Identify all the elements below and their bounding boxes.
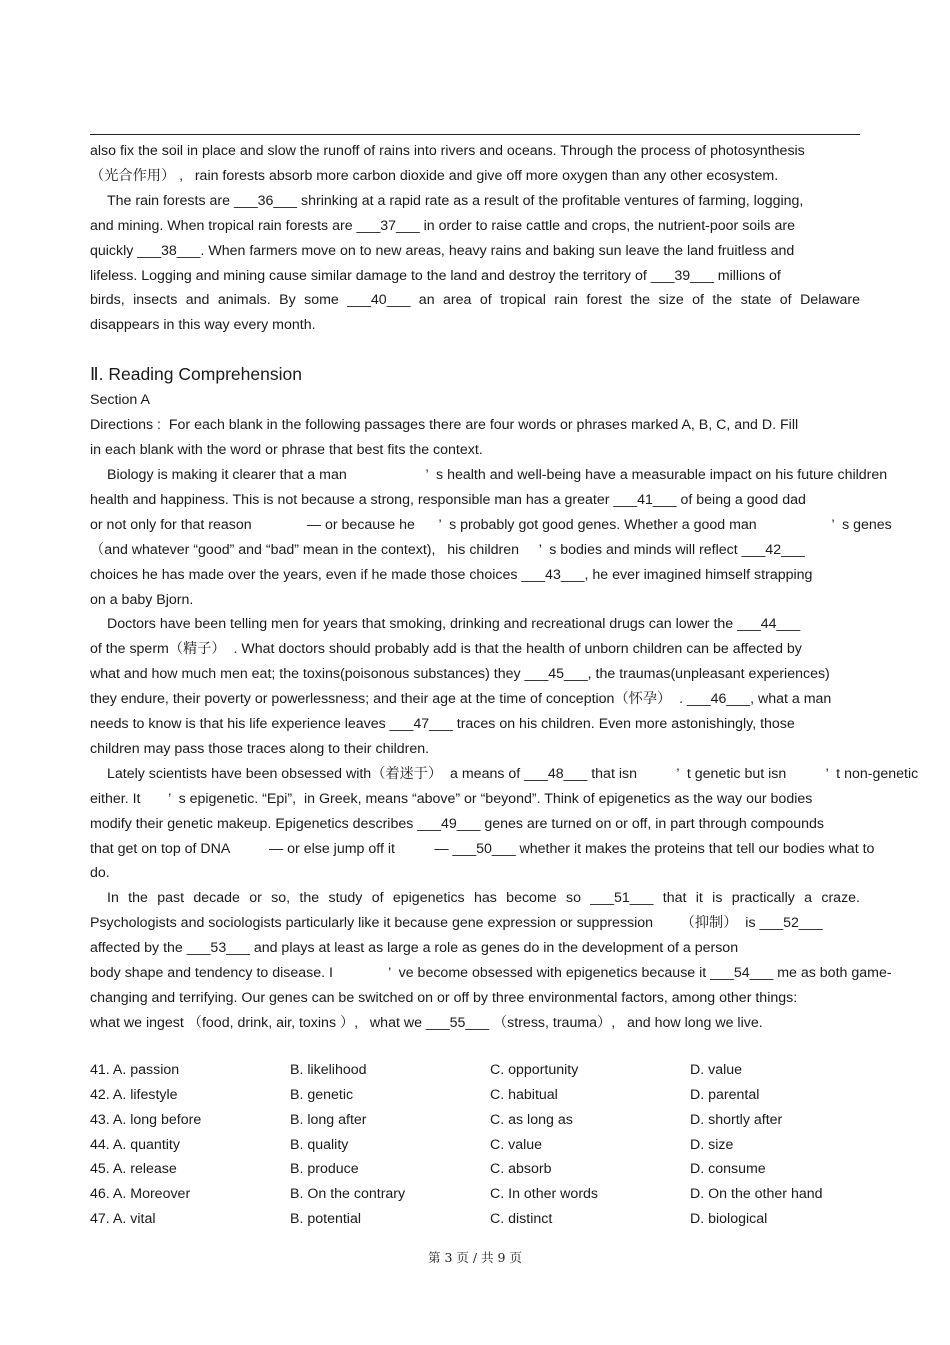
option-d: D. size	[690, 1136, 734, 1153]
directions-line: Directions : For each blank in the following passages there are four words or phrases marked A, B, C, and D. Fill	[90, 417, 799, 434]
passage-line: needs to know is that his life experience leaves ___47___ traces on his children. Even more astonishingly, those	[90, 716, 795, 733]
option-d: D. parental	[690, 1086, 760, 1103]
passage	[90, 463, 950, 1036]
option-row	[90, 1058, 890, 1083]
option-c: C. as long as	[490, 1111, 573, 1128]
option-row	[90, 1207, 890, 1232]
passage-line: modify their genetic makeup. Epigenetics describes ___49___ genes are turned on or off, in part through compounds	[90, 815, 825, 832]
option-c: C. In other words	[490, 1186, 599, 1203]
section-subtitle: Section A	[90, 392, 150, 409]
page-footer: 第 3 页 / 共 9 页	[428, 1250, 522, 1265]
passage-top-line: disappears in this way every month.	[90, 317, 316, 334]
option-b: B. long after	[290, 1111, 367, 1128]
options-list	[90, 1058, 890, 1232]
passage-line: or not only for that reason — or because he ’ s probably got good genes. Whether a good man ’ s genes	[90, 516, 892, 533]
passage-line: choices he has made over the years, even if he made those choices ___43___, he ever imagined himself strapping	[90, 566, 813, 583]
passage-top	[90, 139, 950, 338]
passage-line: do.	[90, 865, 110, 882]
option-a: 43. A. long before	[90, 1111, 202, 1128]
option-c: C. absorb	[490, 1161, 552, 1178]
passage-top-line: The rain forests are ___36___ shrinking at a rapid rate as a result of the profitable ventures of farming, logging,	[107, 192, 804, 209]
option-d: D. shortly after	[690, 1111, 783, 1128]
passage-line: Biology is making it clearer that a man ’ s health and well-being have a measurable impact on his future children	[107, 466, 888, 483]
passage-line: （and whatever “good” and “bad” mean in the context), his children ’ s bodies and minds will reflect ___42___	[90, 541, 805, 558]
header-rule	[90, 134, 860, 135]
option-c: C. value	[490, 1136, 543, 1153]
option-a: 42. A. lifestyle	[90, 1086, 178, 1103]
passage-top-line: （光合作用） , rain forests absorb more carbon dioxide and give off more oxygen than any other ecosystem.	[90, 167, 779, 184]
passage-line: on a baby Bjorn.	[90, 591, 194, 608]
option-c: C. distinct	[490, 1211, 553, 1228]
option-b: B. produce	[290, 1161, 359, 1178]
option-d: D. consume	[690, 1161, 766, 1178]
option-row	[90, 1157, 890, 1182]
option-row	[90, 1083, 890, 1108]
option-c: C. opportunity	[490, 1061, 579, 1078]
option-b: B. quality	[290, 1136, 349, 1153]
passage-line: In the past decade or so, the study of epigenetics has become so ___51___ that it is practically a craze.	[107, 890, 860, 907]
option-d: D. value	[690, 1061, 743, 1078]
option-a: 44. A. quantity	[90, 1136, 180, 1153]
document-page	[90, 139, 950, 1232]
passage-line: either. It ’ s epigenetic. “Epi”, in Greek, means “above” or “beyond”. Think of epigenetics as the way our bodies	[90, 790, 813, 807]
option-row	[90, 1108, 890, 1133]
passage-line: Lately scientists have been obsessed with（着迷于） a means of ___48___ that isn ’ t genetic but isn ’ t non-genetic	[107, 765, 919, 782]
option-b: B. potential	[290, 1211, 361, 1228]
passage-top-line: quickly ___38___. When farmers move on to new areas, heavy rains and baking sun leave the land fruitless and	[90, 242, 795, 259]
option-row	[90, 1133, 890, 1158]
option-row	[90, 1182, 890, 1207]
passage-line: health and happiness. This is not because a strong, responsible man has a greater ___41___ of being a good dad	[90, 491, 806, 508]
option-b: B. likelihood	[290, 1061, 367, 1078]
passage-line: of the sperm（精子） . What doctors should probably add is that the health of unborn children can be affected by	[90, 641, 802, 658]
option-d: D. biological	[690, 1211, 768, 1228]
option-d: D. On the other hand	[690, 1186, 823, 1203]
passage-line: what we ingest （food, drink, air, toxins ）, what we ___55___ （stress, trauma）, and how long we live.	[90, 1014, 763, 1031]
option-a: 47. A. vital	[90, 1211, 156, 1228]
passage-line: affected by the ___53___ and plays at least as large a role as genes do in the development of a person	[90, 940, 739, 957]
section-title: Ⅱ. Reading Comprehension	[90, 364, 302, 385]
passage-line: body shape and tendency to disease. I ’ ve become obsessed with epigenetics because it ___54___ me as both game-	[90, 965, 892, 982]
option-c: C. habitual	[490, 1086, 558, 1103]
passage-line: changing and terrifying. Our genes can be switched on or off by three environmental factors, among other things:	[90, 990, 798, 1006]
option-a: 45. A. release	[90, 1161, 177, 1178]
passage-top-line: and mining. When tropical rain forests are ___37___ in order to raise cattle and crops, the nutrient-poor soils are	[90, 217, 796, 234]
passage-top-line: birds, insects and animals. By some ___40___ an area of tropical rain forest the size of the state of Delaware	[90, 292, 860, 309]
option-a: 46. A. Moreover	[90, 1186, 191, 1203]
passage-top-line: also fix the soil in place and slow the runoff of rains into rivers and oceans. Through the process of photosynthesis	[90, 143, 805, 159]
directions-line: in each blank with the word or phrase that best fits the context.	[90, 442, 483, 459]
passage-line: they endure, their poverty or powerlessness; and their age at the time of conception（怀孕） . ___46___, what a man	[90, 691, 832, 708]
passage-line: what and how much men eat; the toxins(poisonous substances) they ___45___, the traumas(unpleasant experiences)	[90, 666, 830, 683]
passage-line: that get on top of DNA — or else jump off it — ___50___ whether it makes the proteins that tell our bodies what to	[90, 840, 875, 857]
option-a: 41. A. passion	[90, 1061, 180, 1078]
passage-line: Psychologists and sociologists particularly like it because gene expression or suppression （抑制） is ___52___	[90, 915, 823, 932]
option-b: B. genetic	[290, 1086, 354, 1103]
passage-line: children may pass those traces along to their children.	[90, 740, 430, 757]
passage-top-line: lifeless. Logging and mining cause similar damage to the land and destroy the territory of ___39___ millions of	[90, 267, 781, 284]
passage-line: Doctors have been telling men for years that smoking, drinking and recreational drugs can lower the ___44___	[107, 616, 801, 633]
option-b: B. On the contrary	[290, 1186, 406, 1203]
